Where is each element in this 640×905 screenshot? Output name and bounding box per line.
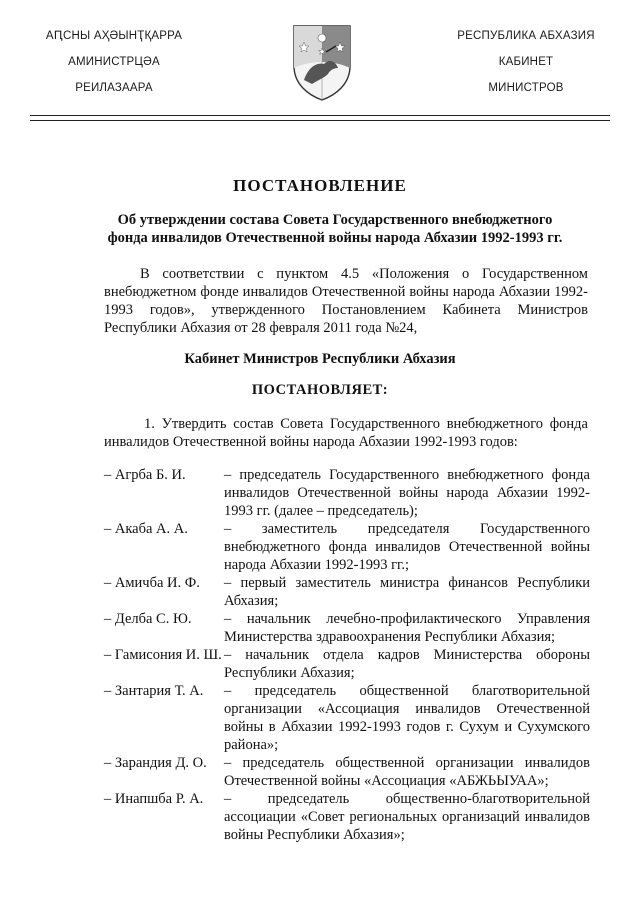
header-divider-thin (30, 120, 610, 121)
document-title: ПОСТАНОВЛЕНИЕ (233, 176, 407, 195)
member-role: – заместитель председателя Государственного внебюджетного фонда инвалидов Отечественной войны народа Абхазии 1992-1993 гг.; (224, 521, 590, 573)
member-name: – Зантария Т. А. (104, 683, 204, 699)
header-left-line: РЕИЛАЗААРА (75, 82, 153, 94)
list-item (104, 610, 590, 646)
list-item (104, 520, 590, 574)
header-divider-thick (30, 115, 610, 116)
header-right-line: РЕСПУБЛИКА АБХАЗИЯ (457, 30, 595, 42)
header-right-russian (426, 27, 626, 105)
member-role: – первый заместитель министра финансов Республики Абхазия; (224, 575, 590, 609)
member-name: – Амичба И. Ф. (104, 575, 200, 591)
document-subtitle (95, 211, 575, 247)
council-members-list (104, 466, 590, 844)
coat-of-arms-icon (290, 22, 354, 102)
member-name: – Зарандия Д. О. (104, 755, 207, 771)
list-item (104, 646, 590, 682)
header-right-line: МИНИСТРОВ (488, 82, 564, 94)
member-role: – председатель общественной благотворительной организации «Ассоциация инвалидов Отечественной войны в Абхазии 1992-1993 годов г. Сухум и Сухумского района»; (224, 683, 590, 753)
list-item (104, 790, 590, 844)
header-left-abkhaz (14, 27, 214, 105)
list-item (104, 682, 590, 754)
header-right-line: КАБИНЕТ (498, 56, 554, 68)
member-role: – председатель общественно-благотворительной ассоциации «Совет региональных организаций инвалидов войны Республики Абхазия»; (224, 791, 590, 843)
list-item (104, 574, 590, 610)
cabinet-heading: Кабинет Министров Республики Абхазия (184, 351, 456, 367)
list-item (104, 754, 590, 790)
header-left-line: АԤСНЫ АҲӘЫНҬҚАРРА (45, 30, 183, 42)
member-name: – Делба С. Ю. (104, 611, 192, 627)
decree-heading: ПОСТАНОВЛЯЕТ: (251, 382, 389, 398)
list-item (104, 466, 590, 520)
member-role: – начальник отдела кадров Министерства обороны Республики Абхазия; (224, 647, 590, 681)
member-role: – председатель Государственного внебюджетного фонда инвалидов Отечественной войны народа Абхазии 1992-1993 гг. (далее – председатель); (224, 467, 590, 519)
intro-paragraph: В соответствии с пунктом 4.5 «Положения о Государственном внебюджетном фонде инвалидов Отечественной войны народа Абхазии 1992-1993 годов», утвержденного Постановлением Кабинета Министров Республики Абхазия от 28 февраля 2011 года №24, (104, 266, 588, 336)
subtitle-line: фонда инвалидов Отечественной войны народа Абхазии 1992-1993 гг. (107, 230, 563, 246)
member-name: – Гамисония И. Ш. (104, 647, 222, 663)
header-left-line: АМИНИСТРЦӘА (68, 56, 160, 68)
member-name: – Акаба А. А. (104, 521, 188, 537)
member-role: – председатель общественной организации инвалидов Отечественной войны «Ассоциация «АБЖЬЫУАА»; (224, 755, 590, 789)
subtitle-line: Об утверждении состава Совета Государственного внебюджетного (117, 212, 553, 228)
item-1-paragraph: 1. Утвердить состав Совета Государственного внебюджетного фонда инвалидов Отечественной войны народа Абхазии 1992-1993 годов: (104, 416, 588, 450)
member-role: – начальник лечебно-профилактического Управления Министерства здравоохранения Республики Абхазия; (224, 611, 590, 645)
member-name: – Агрба Б. И. (104, 467, 186, 483)
member-name: – Инапшба Р. А. (104, 791, 204, 807)
